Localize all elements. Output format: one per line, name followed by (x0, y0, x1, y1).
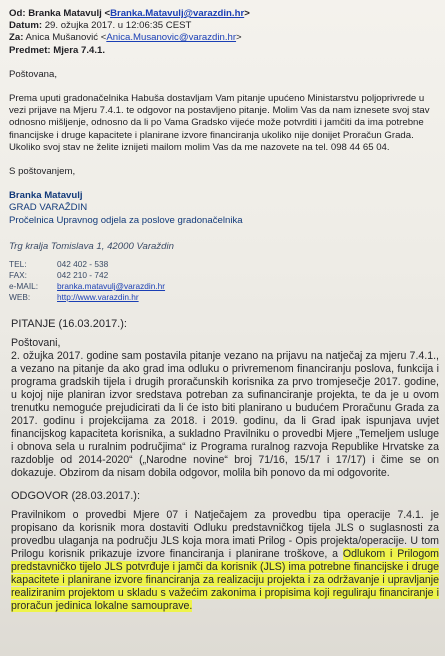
printed-section (11, 318, 439, 613)
signature-web-link[interactable]: http://www.varazdin.hr (57, 292, 139, 303)
header-from: Od: Branka Matavulj <Branka.Matavulj@varazdin.hr> (9, 8, 250, 19)
pitanje-text: 2. ožujka 2017. godine sam postavila pitanje vezano na prijavu na natječaj za mjeru 7.4.1., a vezano na pitanje da ako grad ima odluku o privremenom financiranju poslova, funkcija i programa gradskih tijela i drugih proračunskih korisnika za prvo tromjesečje 2017. godine, u kojoj nije planiran izvor sredstava potreban za sufinanciranje projekta, te da je u ovom trenutku nemoguće prejudicirati da li će isto biti planirano u budućem Proračunu Grada za 2017. godinu i projekcijama za 2018. i 2019. godinu, da li Grad ipak ispunjava uvjet financijskog kapaciteta korisnika, a sukladno Pravilniku o provedbi Mjere „Temeljem usluge i obnova sela u ruralnim područjima“ iz Programa ruralnog razvoja Republike Hrvatske za razdoblje od 2014-2020“ („Narodne novine“ broj 71/16, 15/17 i 17/17) i čime se on dokazuje. Obzirom da nisam dobila odgovor, molila bih ponovo da mi odgovorite. (11, 350, 439, 479)
contact-row: e-MAIL: branka.matavulj@varazdin.hr (9, 281, 166, 292)
header-date: Datum: 29. ožujka 2017. u 12:06:35 CEST (9, 20, 192, 32)
signature-address: Trg kralja Tomislava 1, 42000 Varaždin (9, 240, 174, 252)
email-message (9, 8, 439, 303)
contact-row: FAX: 042 210 - 742 (9, 270, 109, 281)
odgovor-plain: Pravilnikom o provedbi Mjere 07 i Natječajem za provedbu tipa operacije 7.4.1. je propisano da korisnik mora dostaviti Odluku predstavničkog tijela JLS o suglasnosti za provedbu ulaganja na području JLS koja mora imati Prilog - Opis projekta/operacije. U tom Prilogu korisnik prikazuje izvore financiranja i planirane troškove, a (11, 509, 439, 560)
header-to: Za: Anica Mušanović <Anica.Musanovic@varazdin.hr> (9, 32, 242, 44)
to-email-link[interactable]: Anica.Musanovic@varazdin.hr (106, 32, 237, 44)
signature-org: GRAD VARAŽDIN (9, 202, 88, 214)
odgovor-highlight: Odlukom i Prilogom predstavničko tijelo JLS potvrđuje i jamči da korisnik (JLS) ima potrebne financijske i druge kapacitete i planirane izvore financiranja za realizaciju projekta i za održavanje i upravljanje realiziranim projektom u skladu s važećim zakonima i propisima koji reguliraju financiranje i proračun jedinica lokalne samouprave. (11, 548, 439, 612)
pitanje-greeting: Poštovani, (11, 337, 61, 349)
email-paragraph: Prema uputi gradonačelnika Habuša dostavljam Vam pitanje upućeno Ministarstvu poljoprivrede u vezi prijave na Mjeru 7.4.1. te odgovor na postavljeno pitanje. Molim Vas da nam iznesete svoj stav odnosno mišljenje, odnosno da li po Vama Gradsko vijeće može potvrditi i jamčiti da ima potrebne financijske i druge kapacitete i planirane izvore financiranja ukoliko nije donijet Proračun Grada. Ukoliko svoj stav ne želite iznijeti mailom molim Vas da me nazovete na tel. 098 44 65 04. (9, 93, 430, 153)
contact-row: WEB: http://www.varazdin.hr (9, 292, 139, 303)
email-closing: S poštovanjem, (9, 166, 76, 178)
contact-row: TEL: 042 402 - 538 (9, 259, 109, 270)
signature-email-link[interactable]: branka.matavulj@varazdin.hr (57, 281, 166, 292)
signature-contacts (9, 259, 439, 303)
email-header (9, 8, 439, 57)
email-greeting: Poštovana, (9, 68, 58, 80)
header-subject: Predmet: Mjera 7.4.1. (9, 44, 105, 56)
odgovor-text (11, 509, 439, 613)
pitanje-title: PITANJE (16.03.2017.): (11, 318, 127, 330)
from-email-link[interactable]: Branka.Matavulj@varazdin.hr (110, 8, 245, 19)
signature-block (9, 190, 439, 303)
odgovor-title: ODGOVOR (28.03.2017.): (11, 490, 140, 502)
signature-dept: Pročelnica Upravnog odjela za poslove gradonačelnika (9, 214, 243, 226)
signature-name: Branka Matavulj (9, 190, 83, 202)
